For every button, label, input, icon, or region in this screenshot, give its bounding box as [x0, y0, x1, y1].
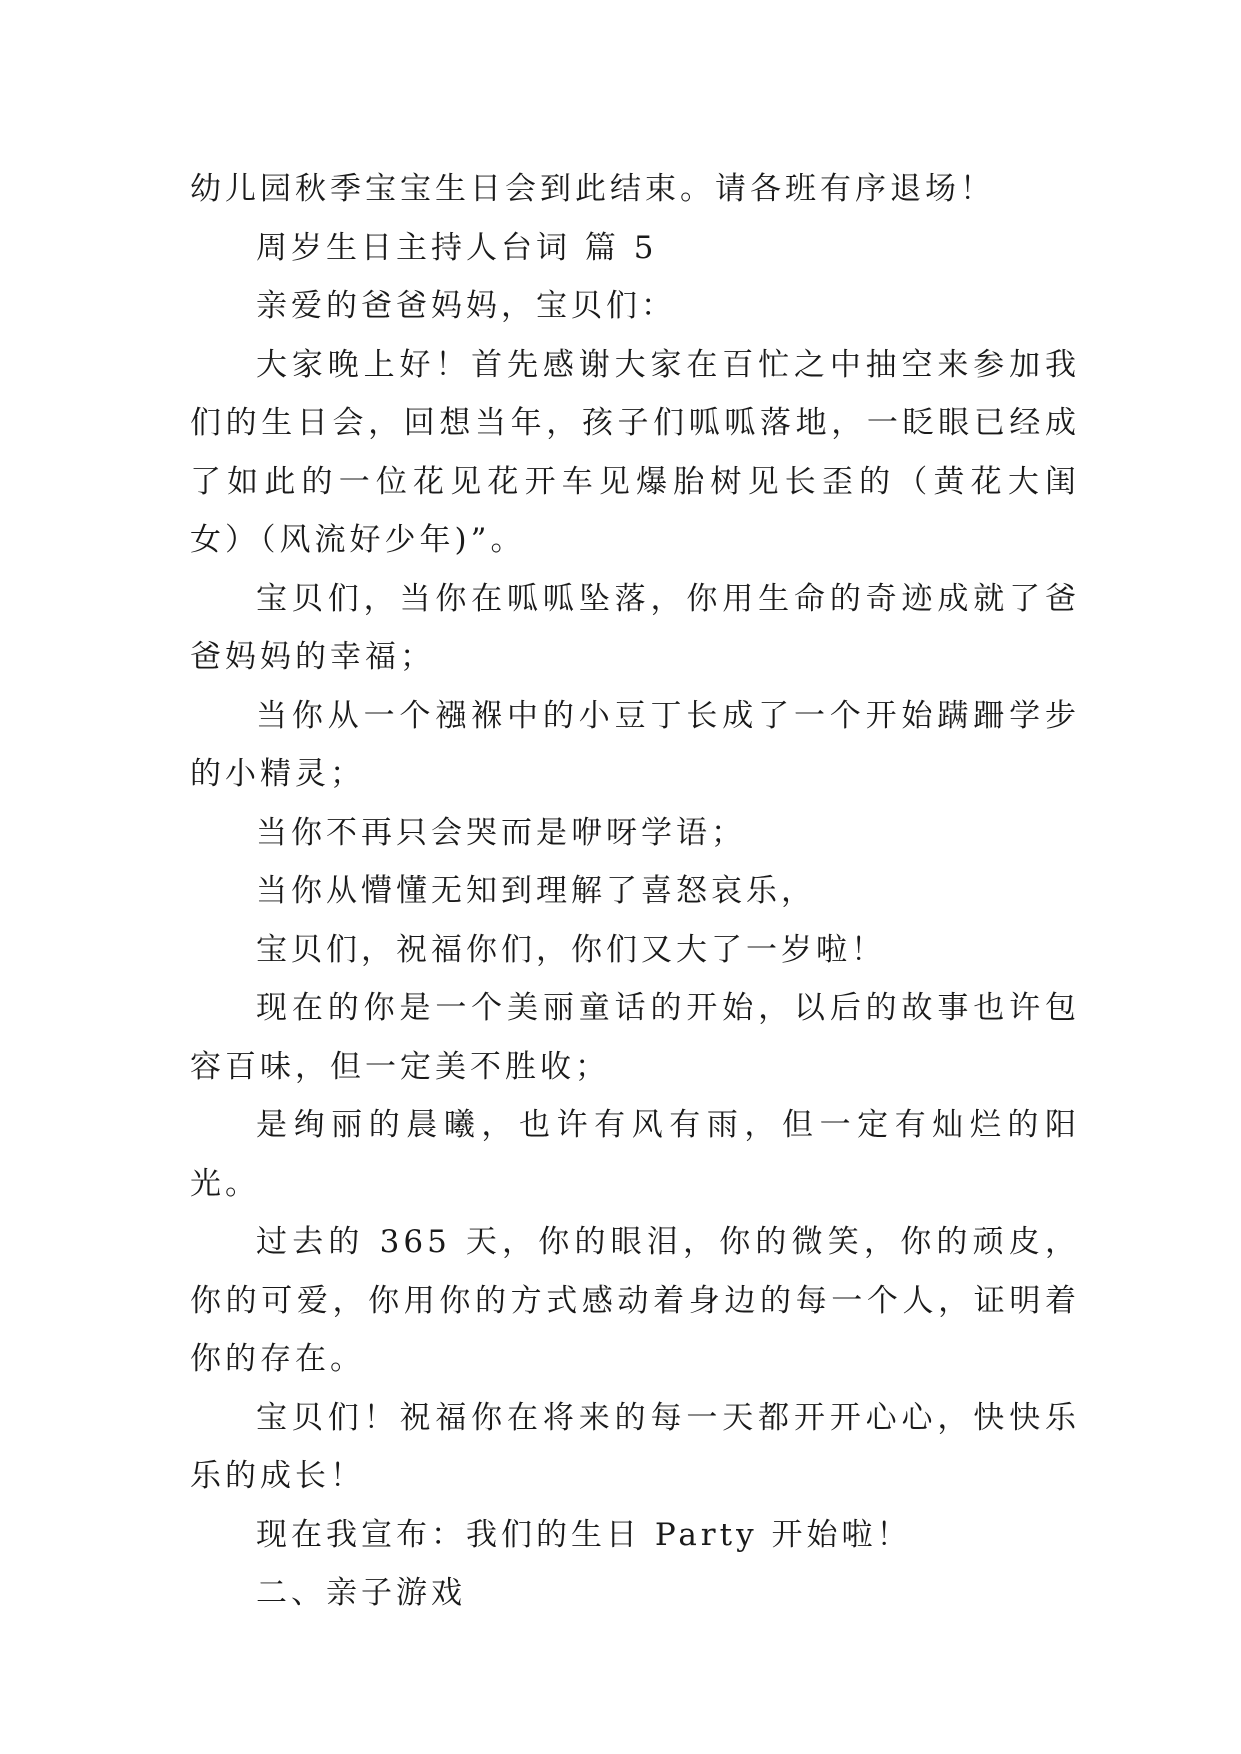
paragraph-blessing: 宝贝们，祝福你们，你们又大了一岁啦！: [256, 931, 886, 968]
section-heading-games: 二、亲子游戏: [256, 1575, 466, 1611]
paragraph-emotions: 当你从懵懂无知到理解了喜怒哀乐，: [256, 873, 816, 909]
paragraph-toddler: 当你从一个襁褓中的小豆丁长成了一个开始蹒跚学步的小精灵；: [190, 697, 1080, 792]
paragraph-greeting: 大家晚上好！首先感谢大家在百忙之中抽空来参加我们的生日会，回想当年，孩子们呱呱落地，一眨眼已经成了如此的一位花见花开车见爆胎树见长歪的（黄花大闺女）（风流好少年)”。: [190, 346, 1080, 558]
paragraph-salutation: 亲爱的爸爸妈妈，宝贝们：: [256, 288, 676, 324]
paragraph-closing-line: 幼儿园秋季宝宝生日会到此结束。请各班有序退场！: [190, 171, 995, 207]
paragraph-speech: 当你不再只会哭而是咿呀学语；: [256, 814, 746, 851]
paragraph-dawn: 是绚丽的晨曦，也许有风有雨，但一定有灿烂的阳光。: [190, 1107, 1080, 1202]
document-body: [190, 160, 1080, 1623]
paragraph-birth: 宝贝们，当你在呱呱坠落，你用生命的奇迹成就了爸爸妈妈的幸福；: [190, 580, 1080, 675]
section-heading: 周岁生日主持人台词 篇 5: [256, 229, 658, 266]
paragraph-future-wish: 宝贝们！祝福你在将来的每一天都开开心心，快快乐乐的成长！: [190, 1399, 1080, 1494]
paragraph-party-start: 现在我宣布：我们的生日 Party 开始啦！: [256, 1516, 912, 1553]
paragraph-fairy-tale: 现在的你是一个美丽童话的开始，以后的故事也许包容百味，但一定美不胜收；: [190, 990, 1080, 1085]
paragraph-past-year: 过去的 365 天，你的眼泪，你的微笑，你的顽皮，你的可爱，你用你的方式感动着身边的每一个人，证明着你的存在。: [190, 1224, 1080, 1377]
